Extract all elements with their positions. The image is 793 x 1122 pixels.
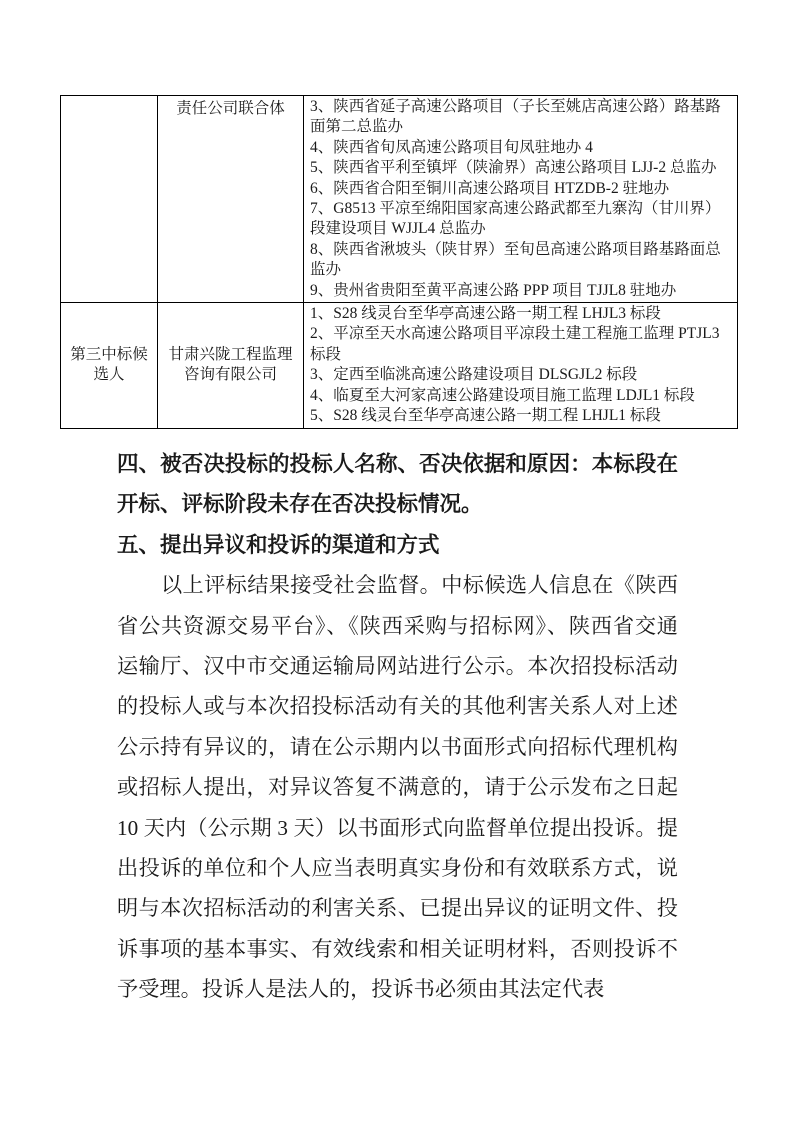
project-item: 5、S28 线灵台至华亭高速公路一期工程 LHJL1 标段 (310, 407, 661, 425)
candidate-row (61, 96, 738, 303)
document-text-block (117, 444, 678, 1010)
candidate-rank-cell: 第三中标候选人 (61, 303, 158, 428)
project-item: 3、定西至临洮高速公路建设项目 DLSGJL2 标段 (310, 366, 638, 384)
similar-projects-cell (304, 96, 738, 303)
candidates-table (60, 95, 738, 429)
similar-projects-cell (304, 303, 738, 428)
section-five-heading: 五、提出异议和投诉的渠道和方式 (117, 532, 440, 557)
company-name-cell: 责任公司联合体 (158, 96, 304, 303)
candidate-row (61, 303, 738, 428)
project-item: 4、临夏至大河家高速公路建设项目施工监理 LDJL1 标段 (310, 386, 695, 404)
project-item: 4、陕西省旬凤高速公路项目旬凤驻地办 4 (310, 138, 593, 156)
section-five-paragraph: 以上评标结果接受社会监督。中标候选人信息在《陕西省公共资源交易平台》、《陕西采购与招标网》、陕西省交通运输厅、汉中市交通运输局网站进行公示。本次招投标活动的投标人或与本次招投标活动有关的其他利害关系人对上述公示持有异议的，请在公示期内以书面形式向招标代理机构或招标人提出，对异议答复不满意的，请于公示发布之日起 10 天内（公示期 3 天）以书面形式向监督单位提出投诉。提出投诉的单位和个人应当表明真实身份和有效联系方式，说明与本次招标活动的利害关系、已提出异议的证明文件、投诉事项的基本事实、有效线索和相关证明材料，否则投诉不予受理。投诉人是法人的，投诉书必须由其法定代表 (117, 573, 678, 1002)
section-four-heading: 四、被否决投标的投标人名称、否决依据和原因：本标段在开标、评标阶段未存在否决投标情况。 (117, 452, 678, 517)
project-item: 2、平凉至天水高速公路项目平凉段土建工程施工监理 PTJL3 标段 (310, 325, 720, 363)
project-item: 1、S28 线灵台至华亭高速公路一期工程 LHJL3 标段 (310, 305, 661, 323)
project-item: 7、G8513 平凉至绵阳国家高速公路武都至九寨沟（甘川界）段建设项目 WJJL4 总监办 (310, 200, 721, 238)
project-item: 3、陕西省延子高速公路项目（子长至姚店高速公路）路基路面第二总监办 (310, 98, 721, 136)
company-name-cell: 甘肃兴陇工程监理咨询有限公司 (158, 303, 304, 428)
candidate-rank-cell (61, 96, 158, 303)
project-item: 6、陕西省合阳至铜川高速公路项目 HTZDB-2 驻地办 (310, 179, 670, 197)
project-item: 5、陕西省平利至镇坪（陕渝界）高速公路项目 LJJ-2 总监办 (310, 159, 717, 177)
project-item: 8、陕西省湫坡头（陕甘界）至旬邑高速公路项目路基路面总监办 (310, 240, 721, 279)
candidates-table-body (61, 96, 738, 429)
project-item: 9、贵州省贵阳至黄平高速公路 PPP 项目 TJJL8 驻地办 (310, 281, 677, 299)
